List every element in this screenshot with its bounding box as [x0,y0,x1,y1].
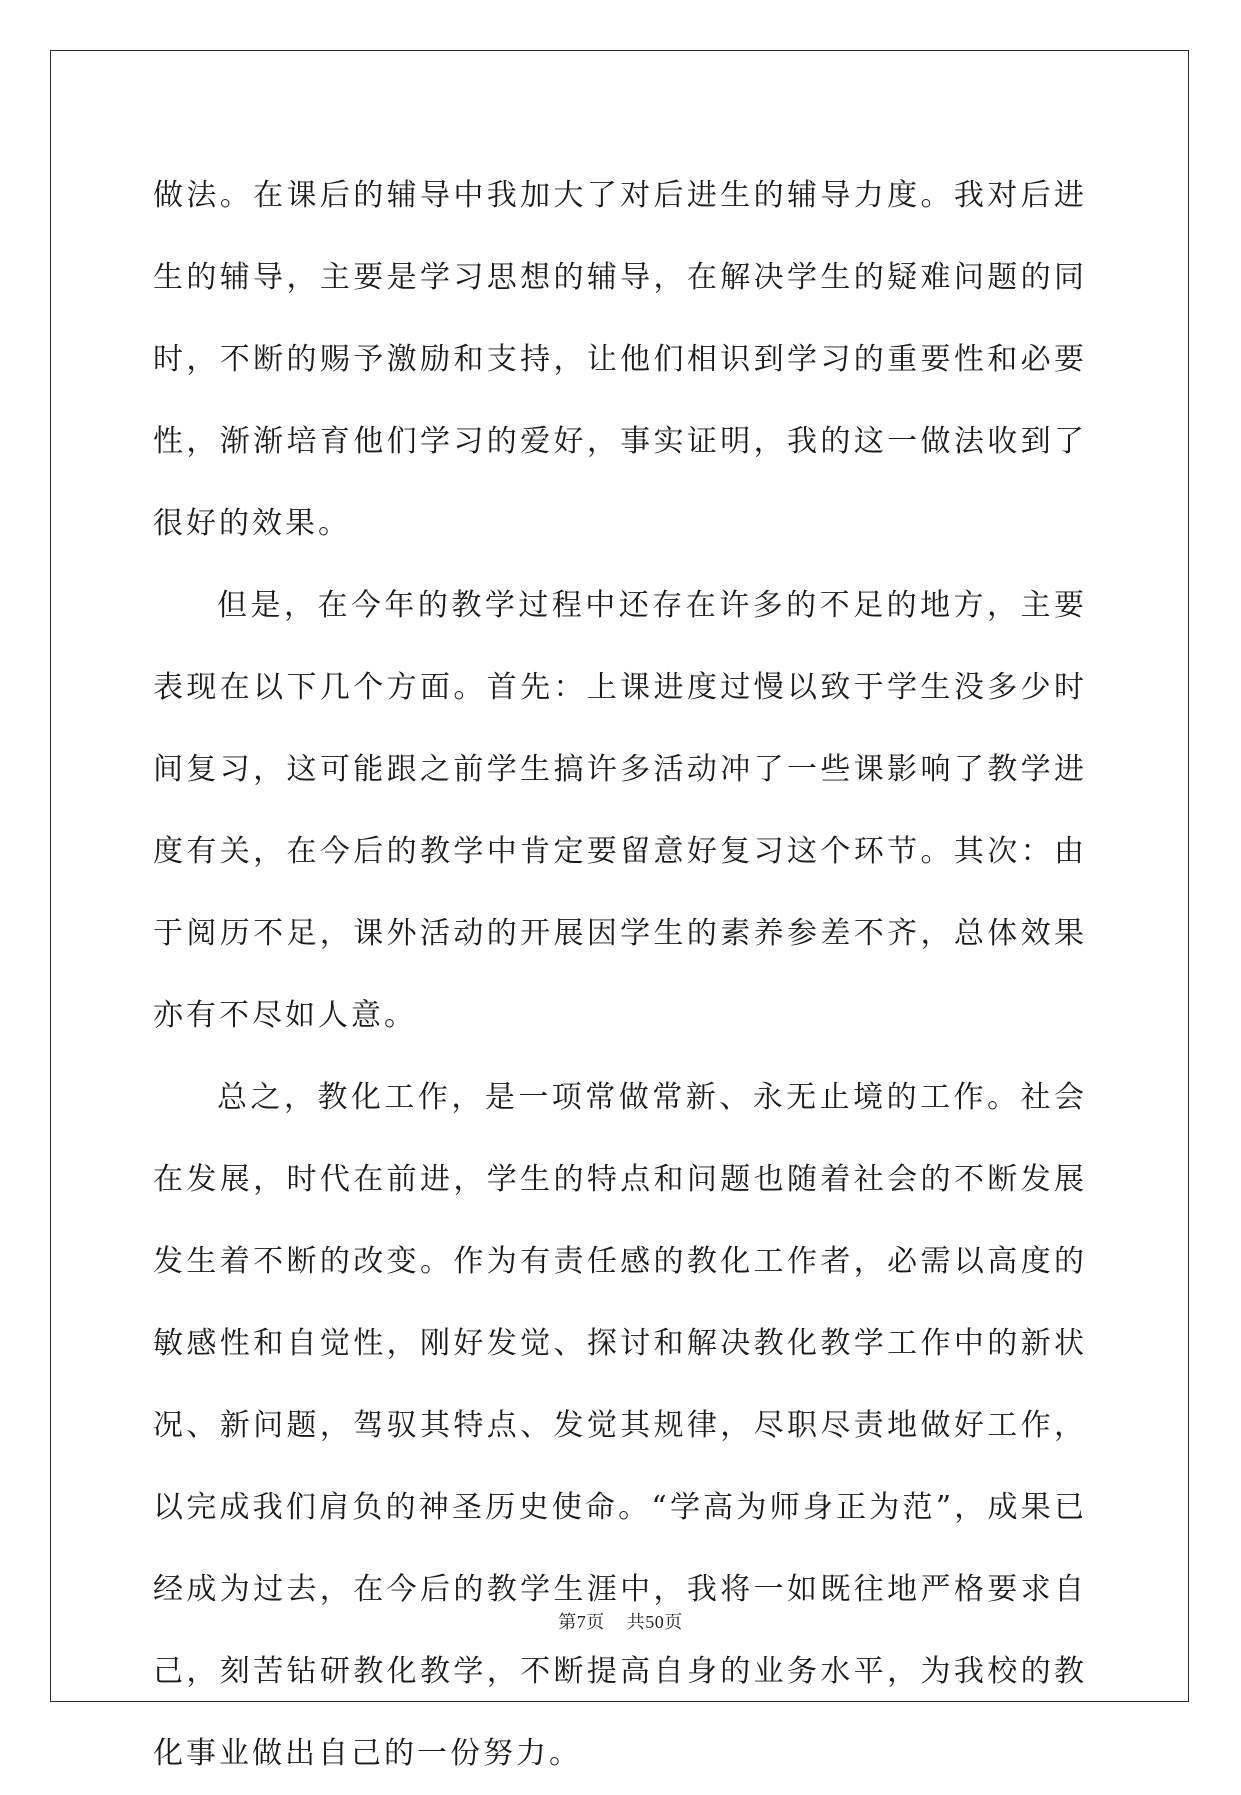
document-body [153,155,1087,1795]
paragraph-1: 做法。在课后的辅导中我加大了对后进生的辅导力度。我对后进生的辅导，主要是学习思想的辅导，在解决学生的疑难问题的同时，不断的赐予激励和支持，让他们相识到学习的重要性和必要性，渐渐培育他们学习的爱好，事实证明，我的这一做法收到了很好的效果。 [153,178,1087,541]
page-footer [0,1608,1241,1634]
page-total: 共50页 [626,1612,683,1632]
paragraph-2: 但是，在今年的教学过程中还存在许多的不足的地方，主要表现在以下几个方面。首先：上课进度过慢以致于学生没多少时间复习，这可能跟之前学生搞许多活动冲了一些课影响了教学进度有关，在今后的教学中肯定要留意好复习这个环节。其次：由于阅历不足，课外活动的开展因学生的素养参差不齐，总体效果亦有不尽如人意。 [153,588,1087,1033]
page-number: 第7页 [558,1612,605,1632]
paragraph-3: 总之，教化工作，是一项常做常新、永无止境的工作。社会在发展，时代在前进，学生的特点和问题也随着社会的不断发展发生着不断的改变。作为有责任感的教化工作者，必需以高度的敏感性和自觉性，刚好发觉、探讨和解决教化教学工作中的新状况、新问题，驾驭其特点、发觉其规律，尽职尽责地做好工作，以完成我们肩负的神圣历史使命。“学高为师身正为范”，成果已经成为过去，在今后的教学生涯中，我将一如既往地严格要求自己，刻苦钻研教化教学，不断提高自身的业务水平，为我校的教化事业做出自己的一份努力。 [153,1080,1087,1771]
